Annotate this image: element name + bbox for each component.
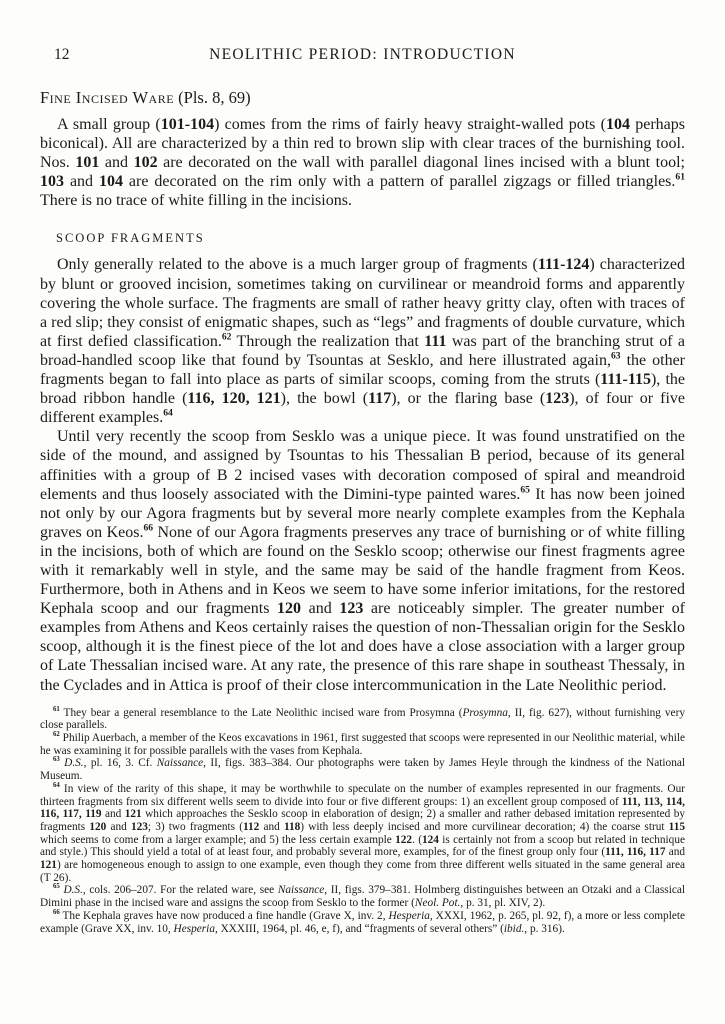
text-run: and [259,820,284,833]
text-run: They bear a general resemblance to the Late Neolithic incised ware from Prosymna ( [59,706,463,719]
paragraph-fine-incised-ware [40,115,685,210]
text-run: 123 [339,600,364,618]
text-run: 62 [53,731,60,739]
text-run: ) with less deeply incised and more curvilinear decoration; 4) the coarse strut [300,820,669,833]
heading-scoop-fragments: SCOOP FRAGMENTS [56,231,205,246]
text-run: ), of four or five different examples. [40,390,686,427]
text-run: which seems to come from a larger example; and 5) the less certain example [40,833,396,846]
text-run: ), the bowl ( [280,390,369,408]
text-run: It has now been joined not only by our Agora fragments but by several more nearly complete examples from the Kephala graves on Keos. [40,485,685,541]
footnote-61 [40,707,685,732]
text-run: ), or the flaring base ( [391,390,546,408]
text-run: ibid. [503,922,525,935]
text-run: which approaches the Sesklo scoop in elaboration of design; 2) a smaller and rather debased imitation represented by fragments [40,808,685,833]
text-run: 64 [163,407,173,419]
text-run: was part of the branching strut of a broad-handled scoop like that found by Tsountas at Sesklo, and here illustrated again, [40,332,685,369]
text-run: Naissance [156,757,204,770]
text-run: Only generally related to the above is a much larger group of fragments ( [57,256,538,274]
text-run: 121 [40,859,57,872]
text-run: Fine Incised Ware [40,88,175,107]
text-run: Hesperia [173,922,215,935]
text-run: Until very recently the scoop from Sesklo was a unique piece. It was found unstratified on the side of the mound, and assigned by Tsountas to his Thessalian B period, because of its general affinities with a group of B 2 incised vases with decoration composed of spiral and meandroid elements and thus loosely associated with the Dimini-type painted wares. [40,428,685,503]
text-run: The Kephala graves have now produced a fine handle (Grave X, inv. 2, [59,909,389,922]
text-run: There is no trace of white filling in the incisions. [40,192,352,210]
text-run: , XXXIII, 1964, pl. 46, e, f), and “fragments of several others” ( [214,922,504,935]
text-run: ) characterized by blunt or grooved incision, sometimes taking on curvilinear or meandroid forms and apparently covering the whole surface. The fragments are small of rather heavy gritty clay, often with traces of a red slip; they consist of enigmatic shapes, such as “legs” and fragments of double curvature, which at first defied classification. [40,256,685,350]
text-run: 61 [53,705,60,713]
footnote-63 [40,757,685,782]
text-run: . ( [412,833,422,846]
text-run: 63 [610,350,621,362]
text-run: and [301,600,340,618]
text-run: 64 [53,782,60,790]
text-run: 122 [395,833,413,846]
text-run: are decorated on the wall with parallel diagonal lines incised with a blunt tool; [157,154,685,172]
text-run: 120 [89,820,107,833]
footnote-66 [40,910,685,935]
text-run: 123 [545,390,570,408]
text-run: 63 [53,756,60,764]
text-run: D.S. [64,757,84,770]
text-run: are decorated on the rim only with a pattern of parallel zigzags or filled triangles. [122,173,676,191]
text-run: is certainly not from a scoop but related in technique and style.) This should yield a total of at least four, and probably several more, examples, for of the finest group only four ( [40,833,685,859]
text-run: 111 [424,332,447,350]
text-run: 116, 120, 121 [187,390,281,408]
text-run: 65 [53,883,60,891]
heading-fine-incised-ware [40,88,685,108]
text-run: , II, fig. 627), without furnishing very close parallels. [40,706,685,732]
text-run: 62 [221,331,232,343]
text-run: 123 [130,820,148,833]
text-run: None of our Agora fragments preserves any trace of burnishing or of white filling in the incisions, both of which are found on the Sesklo scoop; otherwise our finest fragments agree with it remarkably well in style, and the same may be said of the handle fragment from Keos. Furthermore, both in Athens and in Keos we seem to have some inferior imitations, for the restored Kephala scoop and our fragments [40,523,685,618]
text-run: and [101,808,125,821]
footnote-65 [40,884,685,909]
text-run: 104 [98,173,123,191]
text-run: perhaps biconical). All are characterized by a thin red to brown slip with clear traces of the burnishing tool. Nos. [40,116,685,172]
text-run: ), the broad ribbon handle ( [40,371,685,408]
text-run: , II, figs. 383–384. Our photographs were taken by James Heyle through the kindness of the National Museum. [40,757,685,783]
text-run: are noticeably simpler. The greater number of examples from Athens and Keos certainly raises the question of non-Thessalian origin for the Sesklo scoop, although it is the finest piece of the lot and does have a close association with a larger group of Late Thessalian incised ware. At any rate, the presence of this rare shape in southeast Thessaly, in the Cyclades and in Attica is proof of their close intercommunication in the Late Neolithic period. [40,600,685,694]
text-run: , pl. 16, 3. Cf. [83,757,157,770]
paragraph-scoop-fragments-1 [40,255,685,427]
text-run: 111-115 [600,371,651,389]
text-run: and [99,154,134,172]
text-run: (Pls. 8, 69) [174,88,251,107]
text-run: A small group ( [57,116,161,133]
text-run: In view of the rarity of this shape, it may be worthwhile to speculate on the number of examples represented in our fragments. Our thirteen fragments from six different wells seem to divide into four or five different groups: 1) an excellent group composed of [40,782,685,808]
text-run: 101-104 [160,116,215,133]
page-number: 12 [54,46,70,63]
running-head [40,46,685,64]
text-run: , p. 31, pl. XIV, 2). [460,897,546,910]
text-run: 121 [124,808,142,821]
text-run: and [106,820,131,833]
footnote-64 [40,783,685,885]
text-run: the other fragments began to fall into place as parts of similar scoops, coming from the struts ( [40,351,685,389]
text-run: Philip Auerbach, a member of the Keos excavations in 1961, first suggested that scoops were represented in our Neolithic material, while he was examining it for possible parallels with the vases from Kephala. [40,732,685,757]
text-run: Prosymna [462,706,508,719]
text-run: 111, 116, 117 [605,846,666,859]
text-run: 104 [605,116,630,133]
text-run: 111, 113, 114, 116, 117, 119 [40,795,686,821]
text-run: and [64,173,99,191]
text-run: 112 [242,820,260,833]
text-run: 66 [143,522,154,534]
footnote-62 [40,732,685,757]
text-run: 66 [53,909,60,917]
text-run: 115 [668,820,685,833]
text-run: 118 [283,820,301,833]
text-run: Hesperia [388,909,430,922]
text-run: 120 [277,600,302,618]
text-run: Through the realization that [231,332,425,350]
text-run: ; 3) two fragments ( [147,820,243,833]
running-title: NEOLITHIC PERIOD: INTRODUCTION [209,46,516,63]
text-run: Neol. Pot. [414,897,461,910]
text-run: ) comes from the rims of fairly heavy straight-walled pots ( [214,116,606,133]
text-run: , II, figs. 379–381. Holmberg distinguishes between an Otzaki and a Classical Dimini phase in the incised ware and assigns the scoop from Sesklo to the former ( [40,884,686,910]
text-run: , XXXI, 1962, p. 265, pl. 92, f), a more or less complete example (Grave XX, inv. 10, [40,909,685,935]
text-run: 124 [422,833,439,846]
text-run: Naissance [277,884,325,897]
text-run: 61 [675,171,685,183]
text-run: 65 [520,484,530,496]
text-run: 101 [75,154,100,172]
text-run: D.S. [63,884,83,897]
text-run: ) are homogeneous enough to assign to one example, even though they come from three different wells situated in the same general area (T 26). [40,859,685,884]
footnotes-block [40,707,685,936]
text-run: 102 [133,154,158,172]
text-run: 103 [40,173,64,191]
text-run: and [665,846,686,859]
text-run: 117 [368,390,392,408]
text-run: , cols. 206–207. For the related ware, see [82,884,278,897]
paragraph-scoop-fragments-2 [40,427,685,694]
text-run: , p. 316). [524,922,565,935]
text-run: 111-124 [537,256,590,274]
